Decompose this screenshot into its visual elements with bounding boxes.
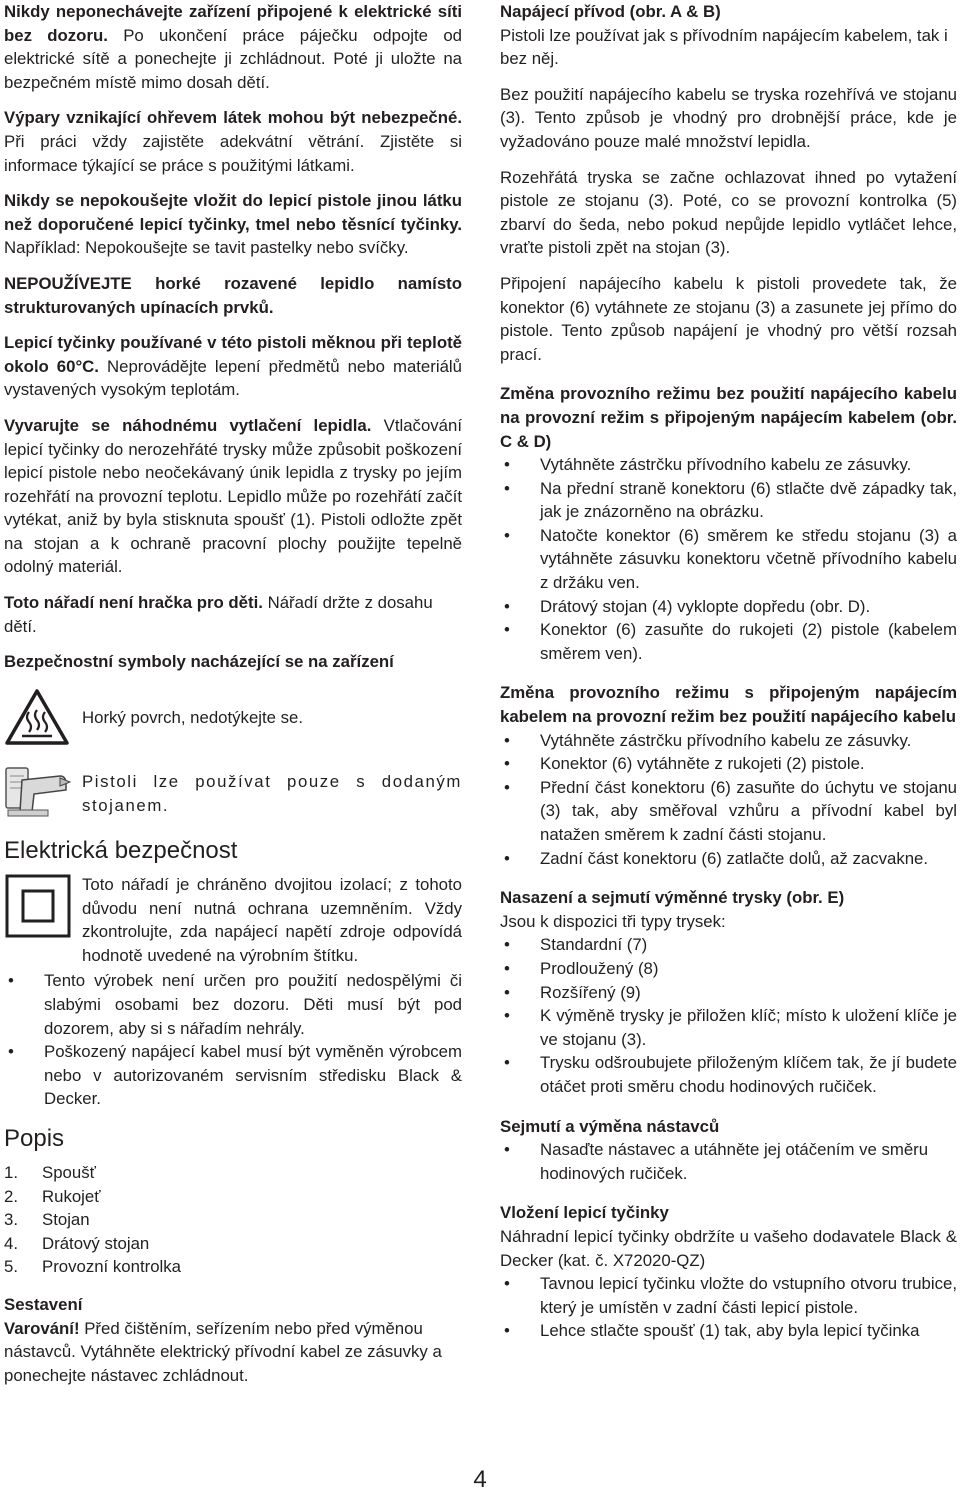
list-item: • Lehce stlačte spoušť (1) tak, aby byla lepicí tyčinka — [500, 1319, 957, 1343]
warning-temperature: Lepicí tyčinky používané v této pistoli měknou při teplotě okolo 60°C. Neprovádějte lepení předmětů nebo materiálů vystavených vysokým teplotám. — [4, 333, 462, 400]
glue-gun-stand-icon — [4, 766, 74, 825]
warning-accidental-extrusion: Vyvarujte se náhodnému vytlačení lepidla. Vtlačování lepicí tyčinky do nerozehřáté trysky může způsobit poškození lepicí pistole nebo neočekávaný únik lepidla z trysky po jejím rozehřátí na provozní teplotu. Lepidlo může po rozehřátí začít vytékat, aniž by byla stisknuta spoušť (1). Pistoli odložte zpět na stojan a k ochraně pracovní plochy použijte tepelně odolný materiál. — [4, 415, 462, 577]
list-item: 2. Rukojeť — [4, 1186, 101, 1206]
list-item: • Vytáhněte zástrčku přívodního kabelu ze zásuvky. — [500, 453, 957, 477]
list-item: 4. Drátový stojan — [4, 1233, 150, 1253]
list-item: • Poškozený napájecí kabel musí být vyměněn výrobcem nebo v autorizovaném servisním středisku Black & Decker. — [4, 1040, 462, 1111]
assembly-warning: Varování! Před čištěním, seřízením nebo před výměnou nástavců. Vytáhněte elektrický přívodní kabel ze zásuvky a ponechejte nástavec zchládnout. — [4, 1318, 442, 1385]
mode-change-1-list — [500, 453, 957, 665]
list-item: • Natočte konektor (6) směrem ke středu stojanu (3) a vytáhněte zásuvku konektoru včetně přívodního kabelu z držáku ven. — [500, 524, 957, 595]
attachments-heading: Sejmutí a výměna nástavců — [500, 1116, 720, 1136]
list-item: • Konektor (6) vytáhněte z rukojeti (2) pistole. — [500, 752, 957, 776]
list-item: • K výměně trysky je přiložen klíč; místo k uložení klíče je ve stojanu (3). — [500, 1004, 957, 1051]
double-insulation-text: Toto nářadí je chráněno dvojitou izolací; z tohoto důvodu není nutná ochrana uzemněním. Vždy zkontrolujte, zda napájecí napětí zdroje odpovídá hodnotě uvedené na výrobním štítku. — [82, 875, 462, 965]
power-supply-heading: Napájecí přívod (obr. A & B) — [500, 2, 721, 21]
list-item: • Trysku odšroubujete přiloženým klíčem tak, že jí budete otáčet proti směru chodu hodinových ručiček. — [500, 1051, 957, 1098]
nozzle-heading: Nasazení a sejmutí výměnné trysky (obr. E) — [500, 888, 845, 908]
page-number: 4 — [473, 1466, 487, 1493]
symbol-stand-row — [4, 766, 462, 825]
list-item: • Vytáhněte zástrčku přívodního kabelu ze zásuvky. — [500, 729, 957, 753]
hot-surface-icon — [4, 688, 74, 753]
list-item: • Přední část konektoru (6) zasuňte do úchytu ve stojanu (3) tak, aby směřoval vzhůru a přívodní kabel byl natažen směrem k zadní části stojanu. — [500, 776, 957, 847]
list-item: • Zadní část konektoru (6) zatlačte dolů, až zacvakne. — [500, 847, 957, 871]
glue-stick-heading: Vložení lepicí tyčinky — [500, 1203, 669, 1223]
right-column — [500, 0, 957, 1343]
left-column — [4, 0, 462, 1399]
symbols-heading: Bezpečnostní symboly nacházející se na zařízení — [4, 652, 394, 672]
list-item: 5. Provozní kontrolka — [4, 1257, 181, 1277]
warning-not-toy: Toto nářadí není hračka pro děti. Nářadí držte z dosahu dětí. — [4, 593, 433, 636]
power-supply-cooling: Rozehřátá tryska se začne ochlazovat ihned po vytažení pistole ze stojanu (3). Poté, co se provozní kontrolka (5) zbarví do šeda, nebo pokud nepůjde lepidlo vytláčet lehce, vraťte pistoli zpět na stojan (3). — [500, 167, 957, 258]
description-heading: Popis — [4, 1124, 65, 1152]
list-item: • Nasaďte nástavec a utáhněte jej otáčením ve směru hodinových ručiček. — [500, 1138, 957, 1185]
power-supply-no-cable: Bez použití napájecího kabelu se tryska rozehřívá ve stojanu (3). Tento způsob je vhodný pro drobnější práce, kde je vyžadováno pouze malé množství lepidla. — [500, 84, 957, 151]
list-item: • Na přední straně konektoru (6) stlačte dvě západky tak, jak je znázorněno na obrázku. — [500, 477, 957, 524]
symbol-hot-surface-row — [4, 688, 462, 753]
glue-stick-intro: Náhradní lepicí tyčinky obdržíte u vašeho dodavatele Black & Decker (kat. č. X72020-QZ) — [500, 1226, 957, 1270]
hot-surface-text: Horký povrch, nedotýkejte se. — [82, 707, 304, 727]
list-item: • Rozšířený (9) — [500, 981, 957, 1005]
list-item: 3. Stojan — [4, 1210, 90, 1230]
electrical-safety-heading: Elektrická bezpečnost — [4, 837, 238, 865]
power-supply-connect: Připojení napájecího kabelu k pistoli provedete tak, že konektor (6) vytáhnete ze stojanu (3) a zasunete jej přímo do pistole. Tento způsob napájení je vhodný pro větší rozsah prací. — [500, 273, 957, 364]
mode-change-2-heading: Změna provozního režimu s připojeným napájecím kabelem na provozní režim bez použití napájecího kabelu — [500, 683, 957, 727]
assembly-heading: Sestavení — [4, 1294, 83, 1314]
double-insulation-row — [4, 873, 462, 967]
double-insulation-icon — [4, 873, 82, 946]
warning-fumes: Výpary vznikající ohřevem látek mohou být nebezpečné. Při práci vždy zajistěte adekvátní větrání. Zjistěte si informace týkající se práce s použitými látkami. — [4, 108, 462, 175]
list-item: • Standardní (7) — [500, 933, 957, 957]
electrical-safety-list — [4, 969, 462, 1111]
list-item: • Tento výrobek není určen pro použití nedospělými či slabými osobami bez dozoru. Děti musí být pod dozorem, aby si s nářadím nehrály. — [4, 969, 462, 1040]
list-item: • Konektor (6) zasuňte do rukojeti (2) pistole (kabelem směrem ven). — [500, 618, 957, 665]
list-item: • Prodloužený (8) — [500, 957, 957, 981]
warning-other-materials: Nikdy se nepokoušejte vložit do lepicí pistole jinou látku než doporučené lepicí tyčinky, tmel nebo těsnící tyčinky. Například: Nepokoušejte se tavit pastelky nebo svíčky. — [4, 191, 462, 258]
parts-list — [4, 1161, 462, 1279]
list-item: 1. Spoušť — [4, 1162, 96, 1182]
attachments-list — [500, 1138, 957, 1185]
nozzle-intro: Jsou k dispozici tři typy trysek: — [500, 911, 726, 931]
mode-change-1-heading: Změna provozního režimu bez použití napájecího kabelu na provozní režim s připojeným napájecím kabelem (obr. C & D) — [500, 384, 957, 451]
warning-unattended: Nikdy neponechávejte zařízení připojené k elektrické síti bez dozoru. Po ukončení práce páječku odpojte od elektrické sítě a ponechejte ji zchládnout. Poté ji uložte na bezpečném místě mimo dosah dětí. — [4, 2, 462, 92]
warning-structural: NEPOUŽÍVEJTE horké rozavené lepidlo namísto strukturovaných upínacích prvků. — [4, 273, 462, 317]
mode-change-2-list — [500, 729, 957, 871]
stand-text: Pistoli lze používat pouze s dodaným stojanem. — [82, 772, 462, 816]
nozzle-list — [500, 933, 957, 1098]
list-item: • Drátový stojan (4) vyklopte dopředu (obr. D). — [500, 595, 957, 619]
glue-stick-list — [500, 1272, 957, 1343]
power-supply-intro: Pistoli lze používat jak s přívodním napájecím kabelem, tak i bez něj. — [500, 25, 948, 69]
list-item: • Tavnou lepicí tyčinku vložte do vstupního otvoru trubice, který je umístěn v zadní části lepicí pistole. — [500, 1272, 957, 1319]
